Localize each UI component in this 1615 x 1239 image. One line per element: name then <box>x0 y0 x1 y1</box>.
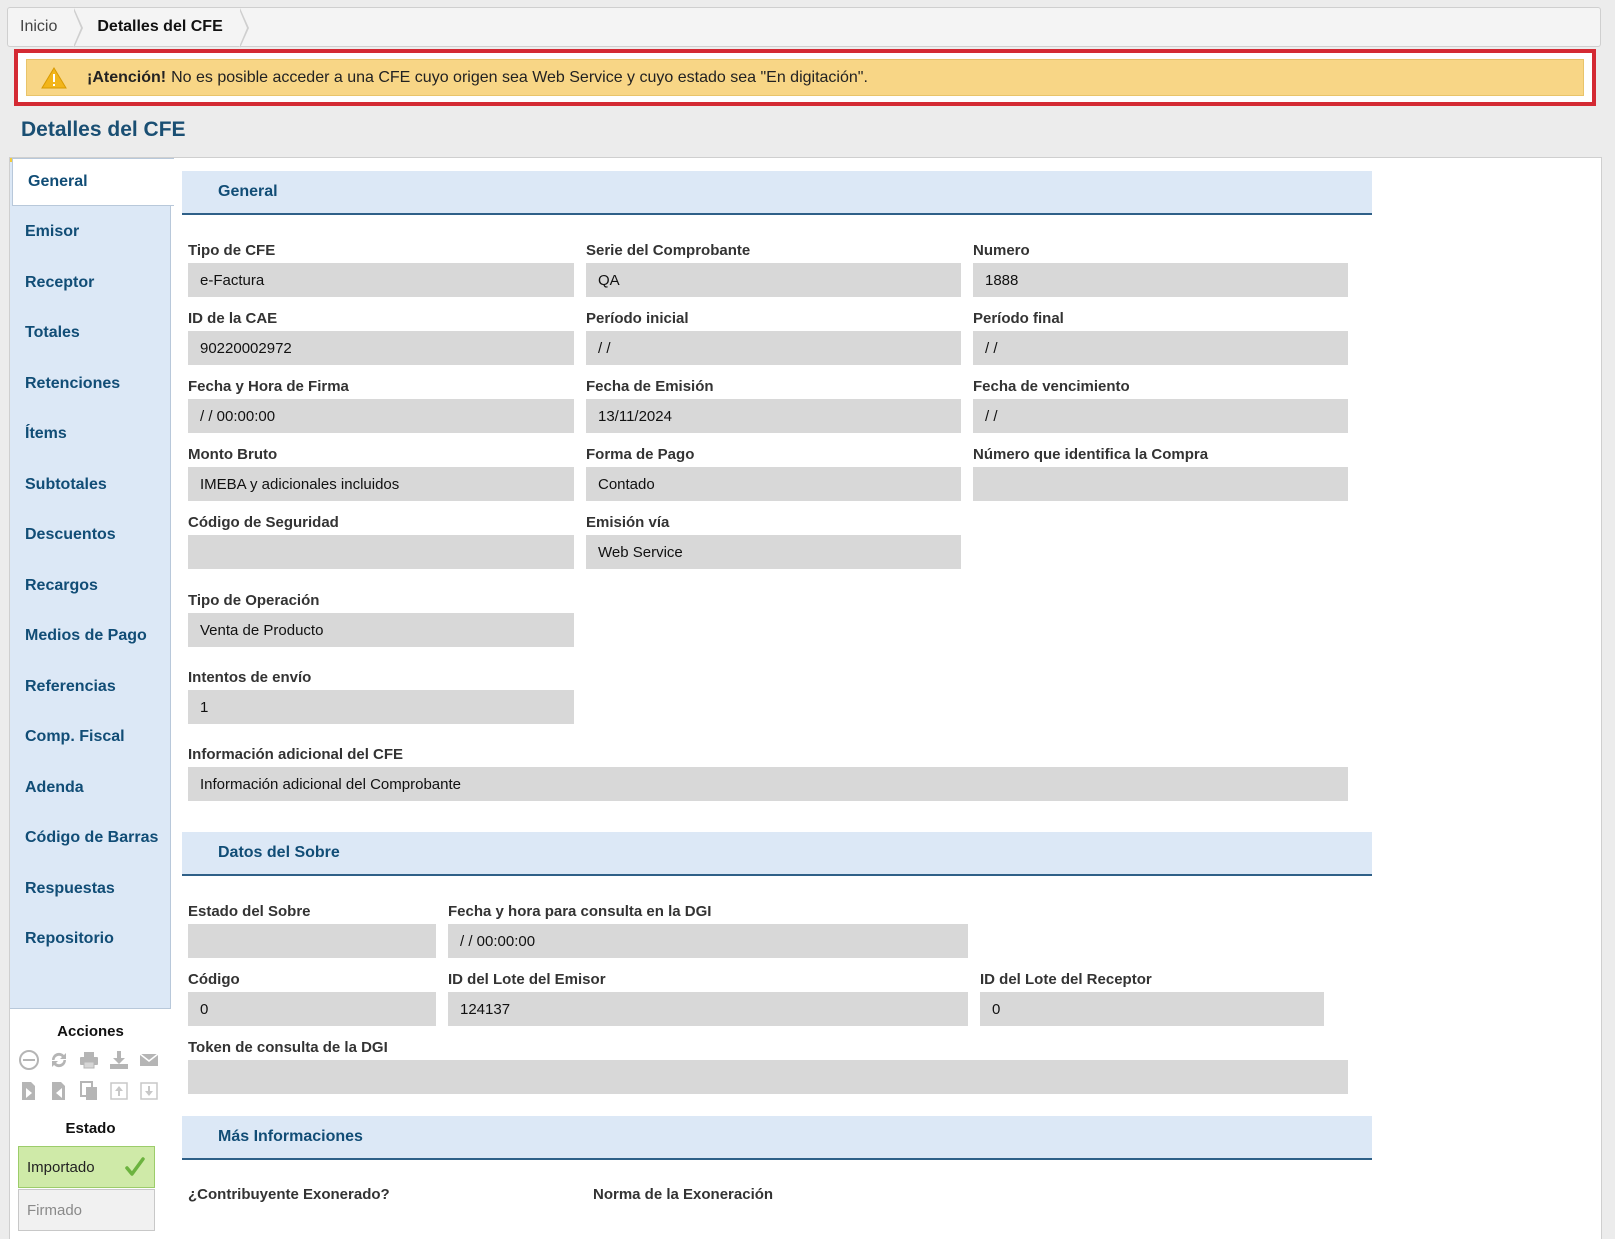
sidebar-item-totales[interactable]: Totales <box>25 324 80 341</box>
field-norma-exoneracion <box>593 1185 979 1205</box>
copy-icon[interactable] <box>78 1080 100 1102</box>
sidebar-item-receptor[interactable]: Receptor <box>25 274 95 291</box>
sidebar-item-medios-de-pago[interactable]: Medios de Pago <box>25 627 147 644</box>
state-firmado-label: Firmado <box>27 1201 83 1219</box>
field-label: Forma de Pago <box>586 446 695 463</box>
field-lote-emisor <box>448 970 968 1026</box>
alert-highlight <box>14 49 1596 106</box>
checkmark-icon <box>124 1156 146 1178</box>
field-label: Norma de la Exoneración <box>593 1186 774 1203</box>
cancel-icon[interactable] <box>18 1049 40 1071</box>
field-value: IMEBA y adicionales incluidos <box>188 467 574 501</box>
acciones-title: Acciones <box>57 1023 124 1040</box>
sidebar-item-adenda[interactable]: Adenda <box>25 779 84 796</box>
import-icon[interactable] <box>48 1080 70 1102</box>
field-label: Fecha de vencimiento <box>973 378 1130 395</box>
field-label: ID del Lote del Receptor <box>980 971 1152 988</box>
sidebar-item-recargos[interactable]: Recargos <box>25 577 98 594</box>
field-value <box>188 535 574 569</box>
sidebar-item-comp-fiscal[interactable]: Comp. Fiscal <box>25 728 125 745</box>
field-value: 1888 <box>973 263 1348 297</box>
field-label: ID del Lote del Emisor <box>448 971 606 988</box>
field-label: Código de Seguridad <box>188 514 339 531</box>
field-label: Monto Bruto <box>188 446 278 463</box>
field-fecha-emision <box>586 377 961 433</box>
field-value: 0 <box>188 992 436 1026</box>
field-periodo-inicial <box>586 309 961 365</box>
field-value: / / <box>586 331 961 365</box>
field-value: Información adicional del Comprobante <box>188 767 1348 801</box>
field-lote-receptor <box>980 970 1324 1026</box>
section-sobre-header: Datos del Sobre <box>182 832 1372 876</box>
state-importado <box>18 1146 155 1188</box>
print-icon[interactable] <box>78 1049 100 1071</box>
field-value: / / <box>973 331 1348 365</box>
field-label: Token de consulta de la DGI <box>188 1039 388 1056</box>
field-label: Período inicial <box>586 310 689 327</box>
field-estado-sobre <box>188 902 436 958</box>
field-value: 124137 <box>448 992 968 1026</box>
field-token-dgi <box>188 1038 1348 1094</box>
field-label: Fecha y Hora de Firma <box>188 378 349 395</box>
sidebar-item-descuentos[interactable]: Descuentos <box>25 526 116 543</box>
sidebar-item-general[interactable]: General <box>12 158 174 206</box>
breadcrumb-current <box>75 8 240 46</box>
sidebar-item-referencias[interactable]: Referencias <box>25 678 116 695</box>
field-value: / / 00:00:00 <box>188 399 574 433</box>
breadcrumb-current-label: Detalles del CFE <box>97 18 223 35</box>
page-title: Detalles del CFE <box>21 118 186 141</box>
field-value: QA <box>586 263 961 297</box>
field-monto-bruto <box>188 445 574 501</box>
field-periodo-final <box>973 309 1348 365</box>
sidebar-item-emisor[interactable]: Emisor <box>25 223 80 240</box>
sidebar-item-retenciones[interactable]: Retenciones <box>25 375 121 392</box>
export-icon[interactable] <box>18 1080 40 1102</box>
sidebar <box>10 158 171 1239</box>
field-label: Tipo de Operación <box>188 592 320 609</box>
field-fecha-firma <box>188 377 574 433</box>
field-value <box>188 1060 1348 1094</box>
field-intentos-envio <box>188 668 574 724</box>
field-label: Información adicional del CFE <box>188 746 404 763</box>
download-icon[interactable] <box>108 1049 130 1071</box>
alert-strong: ¡Atención! <box>87 68 167 86</box>
field-numero <box>973 241 1348 297</box>
section-general-header: General <box>182 171 1372 215</box>
field-label: Emisión vía <box>586 514 670 531</box>
field-value: / / 00:00:00 <box>448 924 968 958</box>
breadcrumb-home[interactable] <box>8 8 75 46</box>
field-numero-compra <box>973 445 1348 501</box>
field-tipo-cfe <box>188 241 574 297</box>
sidebar-item-codigo-de-barras[interactable]: Código de Barras <box>25 829 159 846</box>
field-value: Contado <box>586 467 961 501</box>
field-label: ¿Contribuyente Exonerado? <box>188 1186 390 1203</box>
attach-doc-icon[interactable] <box>138 1080 160 1102</box>
main-panel <box>9 157 1602 1239</box>
upload-doc-icon[interactable] <box>108 1080 130 1102</box>
field-id-cae <box>188 309 574 365</box>
actions-row-1 <box>18 1049 160 1071</box>
actions-row-2 <box>18 1080 160 1102</box>
field-value: Venta de Producto <box>188 613 574 647</box>
section-mas-header: Más Informaciones <box>182 1116 1372 1160</box>
breadcrumb <box>7 7 1601 47</box>
sidebar-actions-panel <box>10 1008 171 1239</box>
field-label: Tipo de CFE <box>188 242 276 259</box>
field-value: 1 <box>188 690 574 724</box>
field-value: / / <box>973 399 1348 433</box>
field-value <box>973 467 1348 501</box>
field-contribuyente-exonerado <box>188 1185 574 1205</box>
field-label: Intentos de envío <box>188 669 312 686</box>
field-value: Web Service <box>586 535 961 569</box>
field-label: Estado del Sobre <box>188 903 311 920</box>
email-icon[interactable] <box>138 1049 160 1071</box>
field-emision-via <box>586 513 961 569</box>
refresh-icon[interactable] <box>48 1049 70 1071</box>
field-codigo-seguridad <box>188 513 574 569</box>
field-tipo-operacion <box>188 591 574 647</box>
field-label: Fecha de Emisión <box>586 378 714 395</box>
warning-alert <box>26 59 1584 96</box>
field-value: 13/11/2024 <box>586 399 961 433</box>
field-label: Número que identifica la Compra <box>973 446 1209 463</box>
field-fecha-consulta-dgi <box>448 902 968 958</box>
field-forma-pago <box>586 445 961 501</box>
sidebar-item-items[interactable]: Ítems <box>25 425 67 442</box>
state-firmado <box>18 1189 155 1231</box>
field-label: Serie del Comprobante <box>586 242 751 259</box>
field-value: e-Factura <box>188 263 574 297</box>
sidebar-item-subtotales[interactable]: Subtotales <box>25 476 107 493</box>
field-label: Período final <box>973 310 1064 327</box>
field-value <box>188 924 436 958</box>
field-value: 90220002972 <box>188 331 574 365</box>
field-label: Código <box>188 971 240 988</box>
field-info-adicional <box>188 745 1348 801</box>
field-label: Numero <box>973 242 1030 259</box>
field-fecha-vencimiento <box>973 377 1348 433</box>
alert-message: No es posible acceder a una CFE cuyo origen sea Web Service y cuyo estado sea "En digitación". <box>171 68 868 86</box>
field-codigo <box>188 970 436 1026</box>
breadcrumb-home-label[interactable]: Inicio <box>20 18 58 35</box>
field-label: ID de la CAE <box>188 310 278 327</box>
warning-icon <box>41 67 67 89</box>
field-value: 0 <box>980 992 1324 1026</box>
sidebar-item-repositorio[interactable]: Repositorio <box>25 930 114 947</box>
field-serie <box>586 241 961 297</box>
sidebar-item-respuestas[interactable]: Respuestas <box>25 880 115 897</box>
state-importado-label: Importado <box>27 1158 95 1176</box>
field-label: Fecha y hora para consulta en la DGI <box>448 903 712 920</box>
estado-title: Estado <box>65 1120 116 1137</box>
